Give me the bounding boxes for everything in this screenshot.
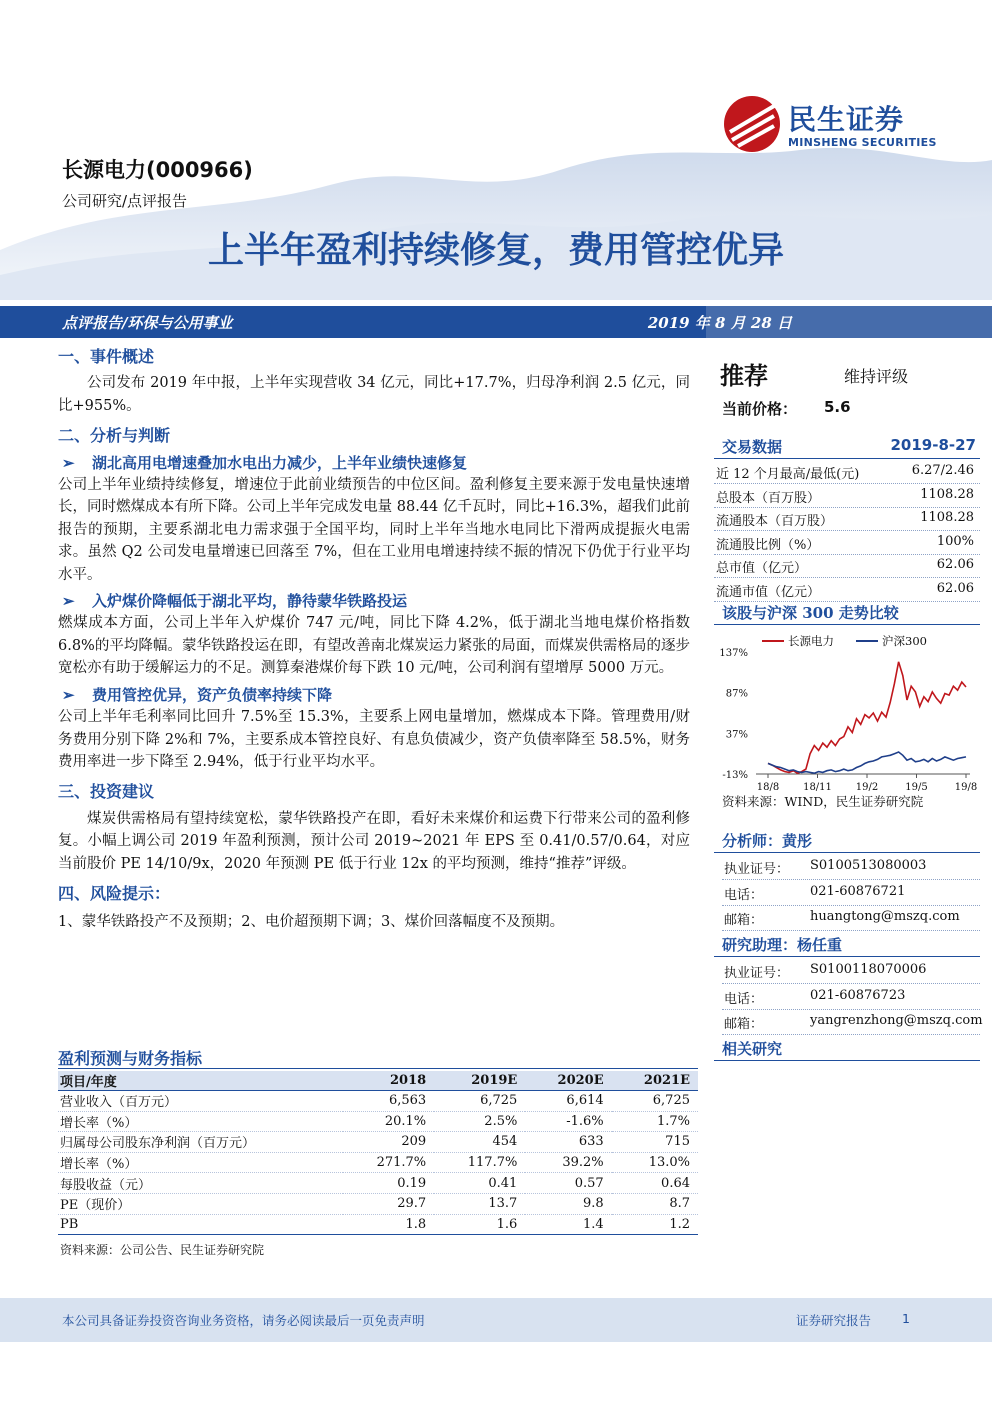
price-value: 5.6 [824, 398, 851, 416]
x-tick-label: 18/11 [803, 782, 832, 793]
rating-sub: 维持评级 [844, 367, 909, 386]
finance-row-label: 归属母公司股东净利润（百万元） [58, 1132, 343, 1153]
finance-cell: 271.7% [343, 1152, 434, 1173]
finance-cell: 29.7 [343, 1193, 434, 1214]
finance-header-row [58, 1071, 698, 1091]
brand-name-cn: 民生证券 [788, 103, 905, 136]
page-number: 1 [902, 1311, 910, 1326]
brand-logo [722, 94, 952, 158]
trading-label: 流通股本（百万股） [716, 514, 834, 529]
finance-cell: -1.6% [525, 1111, 611, 1132]
contact-row [722, 958, 980, 983]
contact-value: S0100513080003 [810, 858, 927, 873]
chart-header [714, 600, 980, 625]
finance-table [58, 1071, 698, 1235]
finance-cell: 454 [434, 1132, 525, 1153]
finance-row-label: 每股收益（元） [58, 1173, 343, 1194]
contact-value: yangrenzhong@mszq.com [810, 1013, 983, 1028]
trading-value: 1108.28 [920, 510, 974, 525]
y-tick-label: 137% [719, 648, 748, 659]
main-content [58, 346, 690, 934]
contact-label: 电话： [724, 991, 764, 1007]
finance-cell: 715 [612, 1132, 698, 1153]
risk-paragraph: 1、蒙华铁路投产不及预期；2、电价超预期下调；3、煤价回落幅度不及预期。 [58, 914, 565, 931]
page-footer [0, 1298, 992, 1342]
chart-source: 资料来源：WIND，民生证券研究院 [722, 794, 924, 809]
finance-cell: 1.7% [612, 1111, 698, 1132]
finance-row [58, 1132, 698, 1153]
finance-cell: 1.2 [612, 1214, 698, 1235]
finance-row-label: 增长率（%） [58, 1152, 343, 1173]
finance-cell: 1.8 [343, 1214, 434, 1235]
contact-label: 执业证号： [724, 966, 790, 981]
contact-label: 邮箱： [724, 913, 764, 928]
contact-value: huangtong@mszq.com [810, 909, 960, 924]
minsheng-emblem-icon [722, 94, 782, 154]
trading-date: 2019-8-27 [890, 436, 976, 454]
finance-cell: 1.6 [434, 1214, 525, 1235]
finance-cell: 117.7% [434, 1152, 525, 1173]
x-tick-label: 19/5 [905, 782, 928, 793]
trading-header [714, 434, 980, 459]
plot-area [756, 652, 970, 774]
report-type: 公司研究/点评报告 [62, 192, 188, 210]
trading-value: 100% [936, 533, 974, 549]
contact-value: 021-60876721 [810, 883, 906, 899]
finance-cell: 0.41 [434, 1173, 525, 1194]
row-divider [722, 1034, 980, 1035]
legend-label: 沪深300 [882, 634, 927, 648]
trading-title: 交易数据 [722, 438, 783, 456]
paragraph: 公司上半年业绩持续修复，增速位于此前业绩预告的中位区间。盈利修复主要来源于发电量快速增长，同时燃煤成本有所下降。公司上半年完成发电量 88.44 亿千瓦时，同比+16.3%，超我们此前报告的预期，主要系湖北电力需求强于全国平均，同时上半年当地水电同比下滑两成提振火电需求。虽然 Q2 公司发电量增速已回落至 7%，但在工业用电增速持续不振的情况下仍优于行业平均水平。 [58, 477, 690, 583]
report-headline: 上半年盈利持续修复，费用管控优异 [207, 230, 784, 271]
price-label: 当前价格： [722, 400, 798, 418]
section-title: 一、事件概述 [58, 347, 155, 366]
finance-cell: 6,563 [343, 1091, 434, 1112]
arrow-bullet-icon: ➢ [62, 592, 75, 611]
footer-disclaimer: 本公司具备证券投资咨询业务资格，请务必阅读最后一页免责声明 [62, 1313, 425, 1328]
brand-name-en: MINSHENG SECURITIES [788, 136, 937, 149]
finance-row [58, 1173, 698, 1194]
y-tick-label: -13% [722, 770, 748, 781]
contact-row [722, 984, 980, 1009]
finance-cell: 20.1% [343, 1111, 434, 1132]
finance-header-cell: 项目/年度 [58, 1071, 343, 1091]
stock-chart [714, 630, 980, 798]
report-category: 点评报告/环保与公用事业 [62, 314, 233, 332]
chart-title: 该股与沪深 300 走势比较 [722, 604, 899, 622]
trading-row [714, 578, 980, 601]
related-title: 相关研究 [722, 1040, 783, 1058]
contact-row [722, 905, 980, 930]
trading-row [714, 507, 980, 530]
trading-row [714, 531, 980, 554]
trading-value: 1108.28 [920, 486, 974, 502]
analyst-header [714, 828, 980, 853]
paragraph: 煤炭供需格局有望持续宽松，蒙华铁路投产在即，看好未来煤价和运费下行带来公司的盈利修复。小幅上调公司 2019 年盈利预测，预计公司 2019~2021 年 EPS 至 0.41/0.57/0.64，对应当前股价 PE 14/10/9x，2020 年预测 PE 低于行业 12x 的平均预测，维持“推荐”评级。 [58, 810, 690, 872]
contact-row [722, 880, 980, 905]
finance-cell: 13.7 [434, 1193, 525, 1214]
report-date: 2019 年 8 月 28 日 [647, 314, 792, 332]
trading-label: 流通市值（亿元） [716, 584, 821, 600]
finance-cell: 8.7 [612, 1193, 698, 1214]
related-header [714, 1036, 980, 1061]
trading-label: 总市值（亿元） [716, 561, 808, 576]
y-tick-label: 87% [725, 688, 748, 700]
bullet-title-text: 费用管控优异，资产负债率持续下降 [92, 685, 333, 704]
finance-row-label: 营业收入（百万元） [58, 1091, 343, 1112]
trading-label: 近 12 个月最高/最低(元) [716, 467, 860, 482]
contact-row [722, 854, 980, 879]
rating-label: 推荐 [720, 362, 768, 390]
finance-row-label: PE（现价） [58, 1193, 343, 1214]
section-title: 四、风险提示： [58, 883, 171, 903]
bullet-title [58, 684, 690, 706]
paragraph: 公司上半年毛利率同比回升 7.5%至 15.3%，主要系上网电量增加，燃煤成本下降。管理费用/财务费用分别下降 2%和 7%，主要系成本管控良好、有息负债减少，资产负债率降至 58.5%，财务费用率进一步下降至 2.94%，低于行业平均水平。 [58, 709, 690, 770]
trading-value: 6.27/2.46 [911, 463, 974, 478]
category-bar [0, 306, 992, 338]
arrow-bullet-icon: ➢ [62, 685, 75, 704]
event-summary: 公司发布 2019 年中报，上半年实现营收 34 亿元，同比+17.7%，归母净利润 2.5 亿元，同比+955%。 [58, 375, 690, 414]
x-tick-label: 18/8 [756, 782, 780, 793]
contact-row [722, 1009, 983, 1034]
contact-label: 执业证号： [724, 862, 790, 877]
finance-cell: 1.4 [525, 1214, 611, 1235]
finance-cell: 13.0% [612, 1152, 698, 1173]
series-line-1 [768, 752, 966, 773]
finance-row [58, 1193, 698, 1214]
assistant-title: 研究助理：杨任重 [722, 936, 843, 954]
finance-source: 资料来源：公司公告、民生证券研究院 [60, 1243, 265, 1258]
contact-value: 021-60876723 [810, 987, 906, 1003]
bullet-title [58, 452, 690, 474]
finance-cell: 209 [343, 1132, 434, 1153]
finance-row-label: PB [58, 1214, 343, 1235]
finance-cell: 0.19 [343, 1173, 434, 1194]
finance-cell: 6,725 [434, 1091, 525, 1112]
finance-title: 盈利预测与财务指标 [58, 1046, 698, 1069]
x-tick-label: 19/8 [954, 782, 978, 793]
analyst-title: 分析师：黄彤 [722, 832, 813, 850]
trading-value: 62.06 [936, 557, 974, 572]
x-tick-label: 19/2 [855, 782, 879, 793]
trading-value: 62.06 [936, 580, 974, 596]
finance-cell: 6,725 [612, 1091, 698, 1112]
finance-cell: 39.2% [525, 1152, 611, 1173]
finance-cell: 0.64 [612, 1173, 698, 1194]
finance-header-cell: 2021E [612, 1071, 698, 1091]
finance-header-cell: 2019E [434, 1071, 525, 1091]
finance-cell: 2.5% [434, 1111, 525, 1132]
section-title: 三、投资建议 [58, 782, 155, 802]
paragraph: 燃煤成本方面，公司上半年入炉煤价 747 元/吨，同比下降 4.2%，低于湖北当地电煤价格指数 6.8%的平均降幅。蒙华铁路投运在即，有望改善南北煤炭运力紧张的局面，而煤炭供需格局的逐步宽松亦有助于缓解运力的不足。测算秦港煤价每下跌 10 元/吨，公司利润有望增厚 5000 万元。 [58, 615, 690, 677]
footer-label: 证券研究报告 [796, 1313, 872, 1328]
trading-label: 流通股比例（%） [716, 537, 820, 553]
bullet-title-text: 入炉煤价降幅低于湖北平均，静待蒙华铁路投运 [92, 592, 408, 611]
finance-header-cell: 2020E [525, 1071, 611, 1091]
trading-row [714, 554, 980, 577]
finance-section [58, 1046, 698, 1258]
finance-cell: 9.8 [525, 1193, 611, 1214]
company-title: 长源电力(000966) [62, 158, 253, 182]
finance-row-label: 增长率（%） [58, 1111, 343, 1132]
contact-label: 电话： [724, 887, 764, 903]
trading-label: 总股本（百万股） [716, 490, 821, 506]
arrow-bullet-icon: ➢ [62, 453, 75, 472]
series-line-0 [768, 662, 966, 773]
finance-cell: 6,614 [525, 1091, 611, 1112]
finance-row [58, 1152, 698, 1173]
finance-cell: 633 [525, 1132, 611, 1153]
contact-value: S0100118070006 [810, 962, 927, 977]
finance-header-cell: 2018 [343, 1071, 434, 1091]
bullet-title-text: 湖北高用电增速叠加水电出力减少，上半年业绩快速修复 [92, 453, 468, 472]
contact-label: 邮箱： [724, 1017, 764, 1032]
row-divider [722, 930, 980, 931]
finance-row [58, 1091, 698, 1112]
legend-label: 长源电力 [788, 634, 834, 648]
trading-row [714, 484, 980, 507]
finance-row [58, 1111, 698, 1132]
finance-cell: 0.57 [525, 1173, 611, 1194]
y-tick-label: 37% [725, 729, 748, 741]
section-title: 二、分析与判断 [58, 426, 171, 446]
finance-row [58, 1214, 698, 1235]
bullet-title [58, 590, 690, 612]
trading-row [714, 460, 980, 483]
assistant-header [714, 932, 980, 957]
